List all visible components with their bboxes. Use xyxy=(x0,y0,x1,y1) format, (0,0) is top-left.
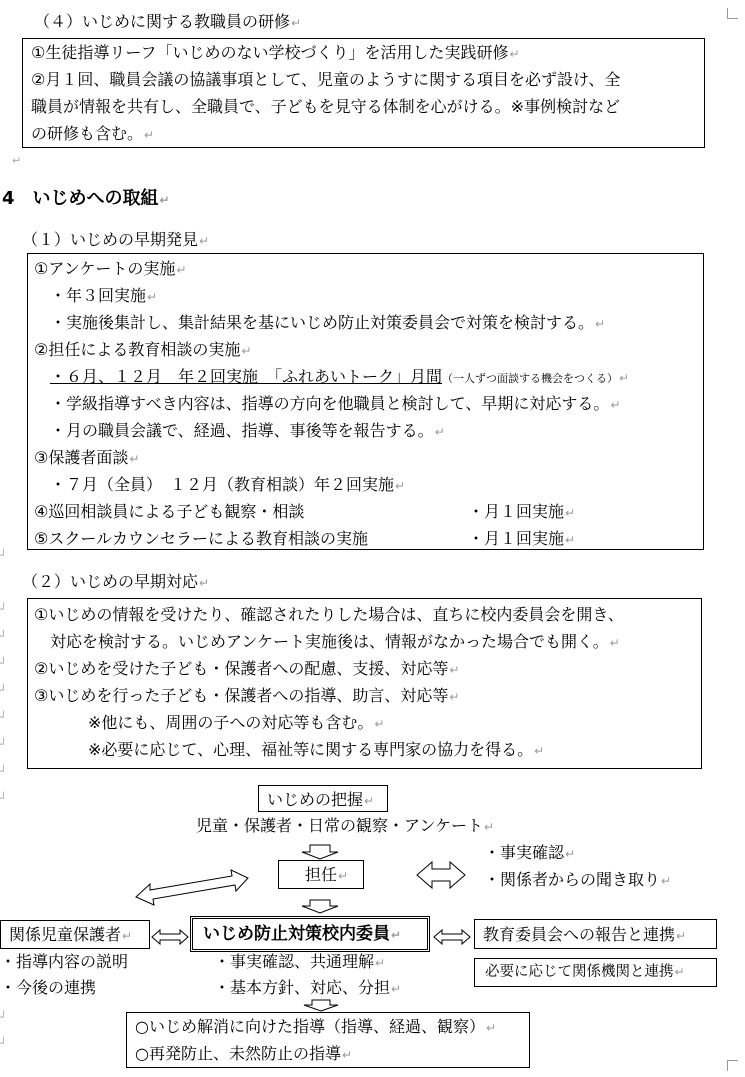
paragraph-mark-icon: ┘ xyxy=(0,765,7,778)
detection-line: ①アンケートの実施↵ xyxy=(34,259,187,278)
page-corner-mark xyxy=(727,1060,738,1071)
detection-line: ・月の職員会議で、経過、指導、事後等を報告する。↵ xyxy=(50,421,445,440)
guidance-explain-text: ・指導内容の説明 xyxy=(0,952,129,971)
chapter-heading: 4 いじめへの取組↵ xyxy=(2,188,170,209)
detection-line: ・月１回実施↵ xyxy=(468,502,576,521)
detection-line: ・年３回実施↵ xyxy=(50,286,158,305)
return-mark-icon: ↵ xyxy=(338,869,349,883)
return-mark-icon: ↵ xyxy=(565,847,576,861)
return-mark-icon: ↵ xyxy=(144,128,155,142)
board-report-box xyxy=(474,919,717,949)
teacher-box xyxy=(278,860,364,889)
diagonal-double-arrow-icon xyxy=(136,870,248,905)
down-arrow-icon xyxy=(302,845,338,859)
return-mark-icon: ↵ xyxy=(159,193,170,207)
board-report-label: 教育委員会への報告と連携↵ xyxy=(483,925,687,944)
return-mark-icon: ↵ xyxy=(291,16,302,30)
return-mark-icon: ↵ xyxy=(485,1021,497,1035)
paragraph-mark-icon: ┘ xyxy=(0,549,7,562)
return-mark-icon: ↵ xyxy=(610,398,621,412)
response-line: ※他にも、周囲の子への対応等も含む。↵ xyxy=(88,713,385,732)
related-guardians-box xyxy=(0,920,150,949)
paragraph-mark-icon: ┘ xyxy=(0,684,7,697)
paragraph-mark-icon: ┘ xyxy=(0,738,7,751)
down-arrow-icon xyxy=(302,900,338,913)
double-arrow-icon xyxy=(417,862,465,888)
down-arrow-icon xyxy=(304,1000,338,1011)
hearing-text: ・関係者からの聞き取り↵ xyxy=(484,870,672,889)
detection-line: ⑤スクールカウンセラーによる教育相談の実施 xyxy=(34,529,369,548)
return-mark-icon: ↵ xyxy=(391,982,402,996)
committee-task-2: ・基本方針、対応、分担↵ xyxy=(214,978,402,997)
return-mark-icon: ↵ xyxy=(147,290,158,304)
detection-line: ・月１回実施↵ xyxy=(468,529,576,548)
sources-text: 児童・保護者・日常の観察・アンケート↵ xyxy=(196,816,495,835)
paragraph-mark-icon: ┘ xyxy=(0,603,7,616)
return-mark-icon: ↵ xyxy=(199,234,210,248)
response-line: ②いじめを受けた子ども・保護者への配慮、支援、対応等↵ xyxy=(34,659,460,678)
return-mark-icon: ↵ xyxy=(395,479,406,493)
detection-line: ④巡回相談員による子ども観察・相談 xyxy=(34,502,305,521)
return-mark-icon: ↵ xyxy=(595,317,606,331)
return-mark-icon: ↵ xyxy=(534,744,545,758)
detection-line: ②担任による教育相談の実施↵ xyxy=(34,340,252,359)
return-mark-icon: ↵ xyxy=(199,576,210,590)
detection-line: ・実施後集計し、集計結果を基にいじめ防止対策委員会で対策を検討する。↵ xyxy=(50,313,606,332)
agencies-box xyxy=(474,958,717,987)
response-line: 対応を検討する。いじめアンケート実施後は、情報がなかった場合でも開く。↵ xyxy=(50,632,620,651)
return-mark-icon: ↵ xyxy=(129,452,140,466)
double-arrow-icon xyxy=(152,930,188,944)
return-mark-icon: ↵ xyxy=(609,636,620,650)
return-mark-icon: ↵ xyxy=(241,344,252,358)
return-mark-icon: ↵ xyxy=(674,965,685,979)
committee-box xyxy=(190,916,430,952)
paragraph-mark-icon: ┘ xyxy=(0,630,7,643)
response-line: ※必要に応じて、心理、福祉等に関する専門家の協力を得る。↵ xyxy=(88,740,545,759)
paragraph-mark-icon: ┘ xyxy=(0,657,7,670)
page-corner-mark xyxy=(727,8,738,19)
grasp-label: いじめの把握↵ xyxy=(267,790,375,809)
committee-task-1: ・事実確認、共通理解↵ xyxy=(214,952,386,971)
return-mark-icon: ↵ xyxy=(449,690,460,704)
return-mark-icon: ↵ xyxy=(122,929,133,943)
return-mark-icon: ↵ xyxy=(375,956,386,970)
double-arrow-icon xyxy=(434,930,470,944)
return-mark-icon: ↵ xyxy=(391,928,402,942)
return-mark-icon: ↵ xyxy=(434,425,445,439)
paragraph-mark-icon: ┘ xyxy=(0,711,7,724)
future-cooperation-text: ・今後の連携 xyxy=(0,978,97,997)
detection-line: ・６月、１２月 年２回実施 「ふれあいトーク」月間（一人ずつ面談する機会をつくる）↵ xyxy=(50,367,630,386)
guidance-box xyxy=(126,1012,530,1068)
paragraph-mark-icon: ┘ xyxy=(0,1037,7,1050)
training-item-2a: ②月１回、職員会議の協議事項として、児童のようすに関する項目を必ず設け、全 xyxy=(31,70,621,89)
training-item-2c: の研修も含む。↵ xyxy=(31,124,155,143)
return-mark-icon: ↵ xyxy=(619,371,630,385)
fact-check-text: ・事実確認↵ xyxy=(484,843,576,862)
return-mark-icon: ↵ xyxy=(565,506,576,520)
response-line: ①いじめの情報を受けたり、確認されたりした場合は、直ちに校内委員会を開き、 xyxy=(34,605,624,624)
related-guardians-label: 関係児童保護者↵ xyxy=(9,925,133,944)
detection-line: ・７月（全員） １２月（教育相談）年２回実施↵ xyxy=(50,475,406,494)
return-mark-icon: ↵ xyxy=(12,154,22,167)
grasp-box xyxy=(258,785,388,812)
training-item-1: ①生徒指導リーフ「いじめのない学校づくり」を活用した実践研修↵ xyxy=(31,43,520,62)
paragraph-mark-icon: ┘ xyxy=(0,1011,7,1024)
return-mark-icon: ↵ xyxy=(341,1048,353,1062)
prevention-guidance-text: ○再発防止、未然防止の指導↵ xyxy=(135,1044,353,1063)
return-mark-icon: ↵ xyxy=(565,533,576,547)
training-section-title: （４）いじめに関する教職員の研修↵ xyxy=(34,12,302,31)
return-mark-icon: ↵ xyxy=(484,820,495,834)
return-mark-icon: ↵ xyxy=(364,794,375,808)
paragraph-mark-icon: ┘ xyxy=(0,792,7,805)
return-mark-icon: ↵ xyxy=(661,874,672,888)
detection-line: ・学級指導すべき内容は、指導の方向を他職員と検討して、早期に対応する。↵ xyxy=(50,394,621,413)
agencies-label: 必要に応じて関係機関と連携↵ xyxy=(485,964,685,980)
early-detection-title: （１）いじめの早期発見↵ xyxy=(22,230,210,249)
return-mark-icon: ↵ xyxy=(509,47,520,61)
resolution-guidance-text: ○いじめ解消に向けた指導（指導、経過、観察）↵ xyxy=(135,1017,497,1036)
return-mark-icon: ↵ xyxy=(374,717,385,731)
committee-label: いじめ防止対策校内委員↵ xyxy=(203,924,402,944)
early-response-title: （２）いじめの早期対応↵ xyxy=(22,572,210,591)
response-line: ③いじめを行った子ども・保護者への指導、助言、対応等↵ xyxy=(34,686,460,705)
return-mark-icon: ↵ xyxy=(676,929,687,943)
detection-line: ③保護者面談↵ xyxy=(34,448,140,467)
return-mark-icon: ↵ xyxy=(449,663,460,677)
training-item-2b: 職員が情報を共有し、全職員で、子どもを見守る体制を心がける。※事例検討など xyxy=(31,97,621,116)
teacher-label: 担任↵ xyxy=(305,865,349,884)
return-mark-icon: ↵ xyxy=(176,263,187,277)
